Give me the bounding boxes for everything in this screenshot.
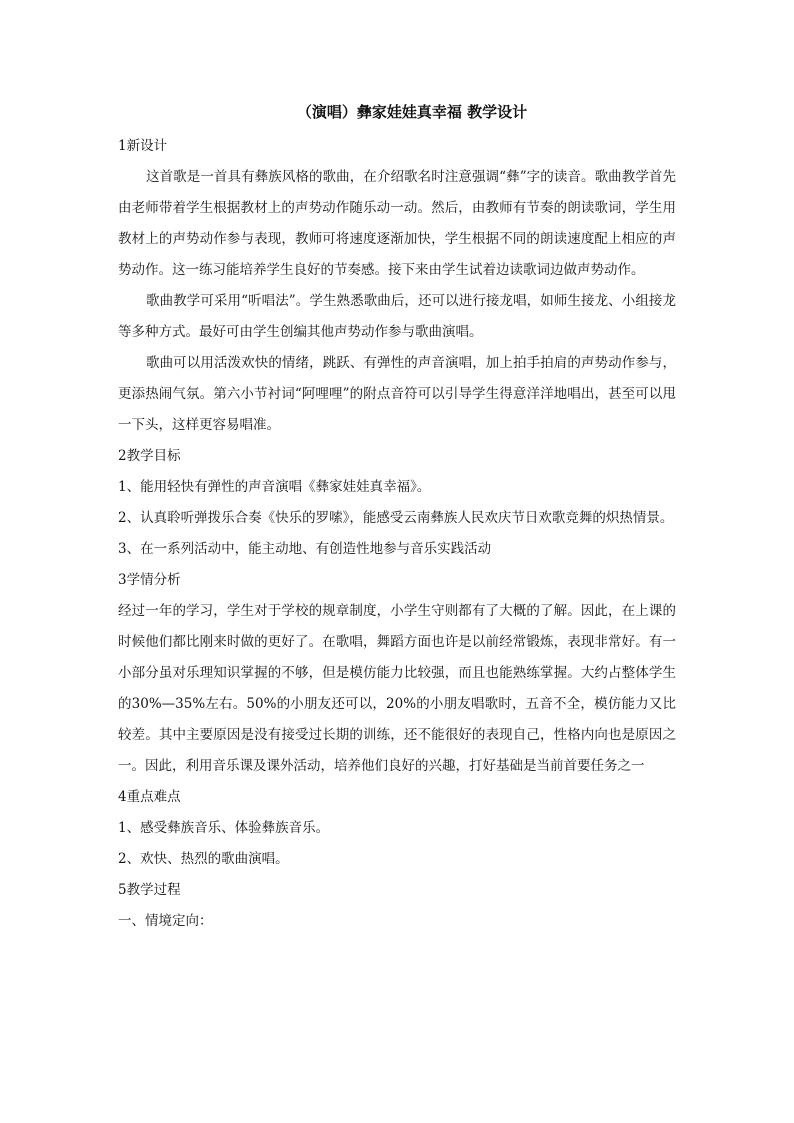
- key-point-item: 1、感受彝族音乐、体验彝族音乐。: [118, 820, 330, 836]
- paragraph-singing-style: 歌曲可以用活泼欢快的情绪，跳跃、有弹性的声音演唱，加上拍手拍肩的声势动作参与，更添热闹气氛。第六小节衬词“阿哩哩”的附点音符可以引导学生得意洋洋地唱出，甚至可以甩一下头，这样更容易唱准。: [118, 355, 676, 433]
- section-heading-learner-analysis: 3学情分析: [118, 572, 181, 588]
- goal-item: 3、在一系列活动中，能主动地、有创造性地参与音乐实践活动: [118, 541, 492, 557]
- document-title: （演唱）彝家娃娃真幸福 教学设计: [296, 103, 528, 121]
- paragraph-learner-analysis: 经过一年的学习，学生对于学校的规章制度，小学生守则都有了大概的了解。因此，在上课的时候他们都比刚来时做的更好了。在歌唱，舞蹈方面也许是以前经常锻炼，表现非常好。有一小部分虽对乐理知识掌握的不够，但是模仿能力比较强，而且也能熟练掌握。大约占整体学生的30%—35%左右。50%的小朋友还可以，20%的小朋友唱歌时，五音不全，模仿能力又比较差。其中主要原因是没有接受过长期的训练，还不能很好的表现自己，性格内向也是原因之一。因此，利用音乐课及课外活动，培养他们良好的兴趣，打好基础是当前首要任务之一: [118, 603, 676, 774]
- document-body: [118, 101, 676, 937]
- key-point-item: 2、欢快、热烈的歌曲演唱。: [118, 851, 289, 867]
- paragraph-song-intro: 这首歌是一首具有彝族风格的歌曲，在介绍歌名时注意强调“彝”字的读音。歌曲教学首先由老师带着学生根据教材上的声势动作随乐动一动。然后，由教师有节奏的朗读歌词，学生用教材上的声势动作参与表现，教师可将速度逐渐加快，学生根据不同的朗读速度配上相应的声势动作。这一练习能培养学生良好的节奏感。接下来由学生试着边读歌词边做声势动作。: [118, 169, 676, 278]
- paragraph-listening-method: 歌曲教学可采用“听唱法”。学生熟悉歌曲后，还可以进行接龙唱，如师生接龙、小组接龙等多种方式。最好可由学生创编其他声势动作参与歌曲演唱。: [118, 293, 676, 340]
- process-step-item: 一、情境定向：: [118, 913, 213, 929]
- goal-item: 2、认真聆听弹拨乐合奏《快乐的罗嗦》，能感受云南彝族人民欢庆节日欢歌竞舞的炽热情景。: [118, 510, 674, 526]
- section-heading-teaching-goals: 2教学目标: [118, 448, 181, 464]
- section-heading-key-difficulties: 4重点难点: [118, 789, 181, 805]
- section-heading-teaching-process: 5教学过程: [118, 882, 181, 898]
- section-heading-new-design: 1新设计: [118, 138, 168, 154]
- goal-item: 1、能用轻快有弹性的声音演唱《彝家娃娃真幸福》。: [118, 479, 431, 495]
